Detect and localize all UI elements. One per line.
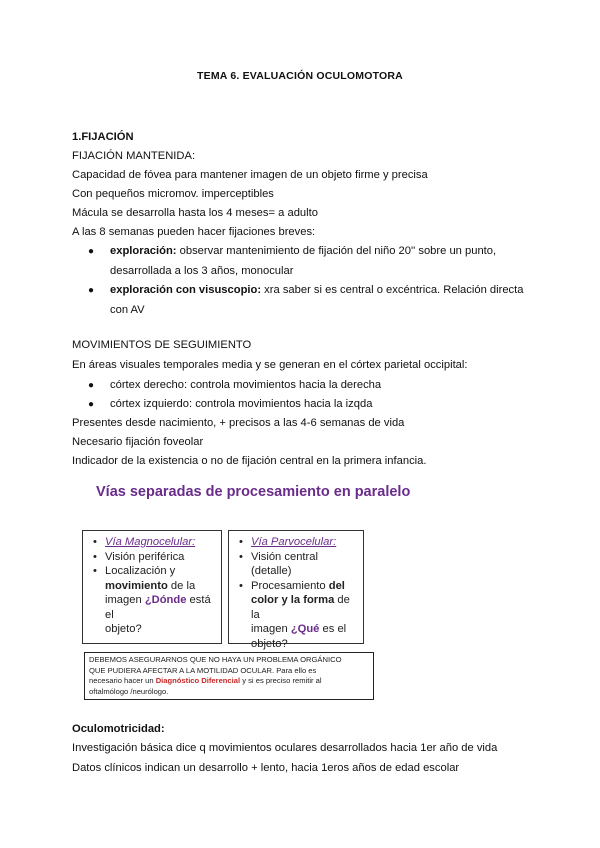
magno-item: • Visión periférica (105, 550, 217, 565)
text-line: Capacidad de fóvea para mantener imagen de un objeto firme y precisa (72, 169, 428, 181)
text-line: Investigación básica dice q movimientos oculares desarrollados hacia 1er año de vida (72, 742, 498, 754)
text-line: Indicador de la existencia o no de fijación central en la primera infancia. (72, 455, 427, 467)
section-heading-seguimiento: MOVIMIENTOS DE SEGUIMIENTO (72, 339, 252, 351)
magno-item: • Localización y movimiento de la imagen ¿Dónde está el objeto? (105, 564, 217, 637)
bullet-item-continuation: con AV (110, 304, 145, 316)
text-line: Presentes desde nacimiento, + precisos a las 4-6 semanas de vida (72, 417, 405, 429)
bullet-icon: ● (88, 246, 95, 257)
figure-title: Vías separadas de procesamiento en paralelo (96, 484, 411, 500)
subheading-fijacion-mantenida: FIJACIÓN MANTENIDA: (72, 150, 196, 162)
bullet-item: exploración con visuscopio: xra saber si es central o excéntrica. Relación directa (110, 284, 524, 296)
magno-heading: • Vía Magnocelular: (105, 535, 217, 550)
warning-line: QUE PUDIERA AFECTAR A LA MOTILIDAD OCULAR. Para ello es (89, 665, 317, 675)
bullet-item: córtex derecho: controla movimientos hacia la derecha (110, 379, 382, 391)
text-line: Mácula se desarrolla hasta los 4 meses= a adulto (72, 207, 318, 219)
magnocellular-box (82, 530, 222, 644)
section-heading-oculomotricidad: Oculomotricidad: (72, 723, 165, 735)
bullet-item: exploración: observar mantenimiento de fijación del niño 20'' sobre un punto, (110, 245, 497, 257)
warning-box (84, 652, 374, 700)
section-heading-fijacion: 1.FIJACIÓN (72, 131, 134, 143)
warning-line: necesario hacer un Diagnóstico Diferencial y si es preciso remitir al (89, 676, 322, 685)
text-line: En áreas visuales temporales media y se generan en el córtex parietal occipital: (72, 359, 468, 371)
warning-line: DEBEMOS ASEGURARNOS QUE NO HAYA UN PROBLEMA ORGÁNICO (89, 655, 342, 664)
bullet-item-continuation: desarrollada a los 3 años, monocular (110, 265, 294, 277)
parvo-item: • Visión central (detalle) (251, 550, 359, 579)
warning-line: oftalmólogo /neurólogo. (89, 686, 169, 696)
bullet-icon: ● (88, 380, 95, 391)
text-line: Necesario fijación foveolar (72, 436, 204, 448)
text-line: A las 8 semanas pueden hacer fijaciones breves: (72, 226, 316, 238)
document-title: TEMA 6. EVALUACIÓN OCULOMOTORA (197, 70, 403, 82)
bullet-icon: ● (88, 399, 95, 410)
text-line: Datos clínicos indican un desarrollo + lento, hacia 1eros años de edad escolar (72, 762, 460, 774)
bullet-icon: ● (88, 285, 95, 296)
parvocellular-box (228, 530, 364, 650)
text-line: Con pequeños micromov. imperceptibles (72, 188, 274, 200)
parvo-heading: • Vía Parvocelular: (251, 535, 359, 550)
bullet-item: córtex izquierdo: controla movimientos hacia la izqda (110, 398, 373, 410)
parvo-item: • Procesamiento del color y la forma de la imagen ¿Qué es el objeto? (251, 579, 359, 652)
